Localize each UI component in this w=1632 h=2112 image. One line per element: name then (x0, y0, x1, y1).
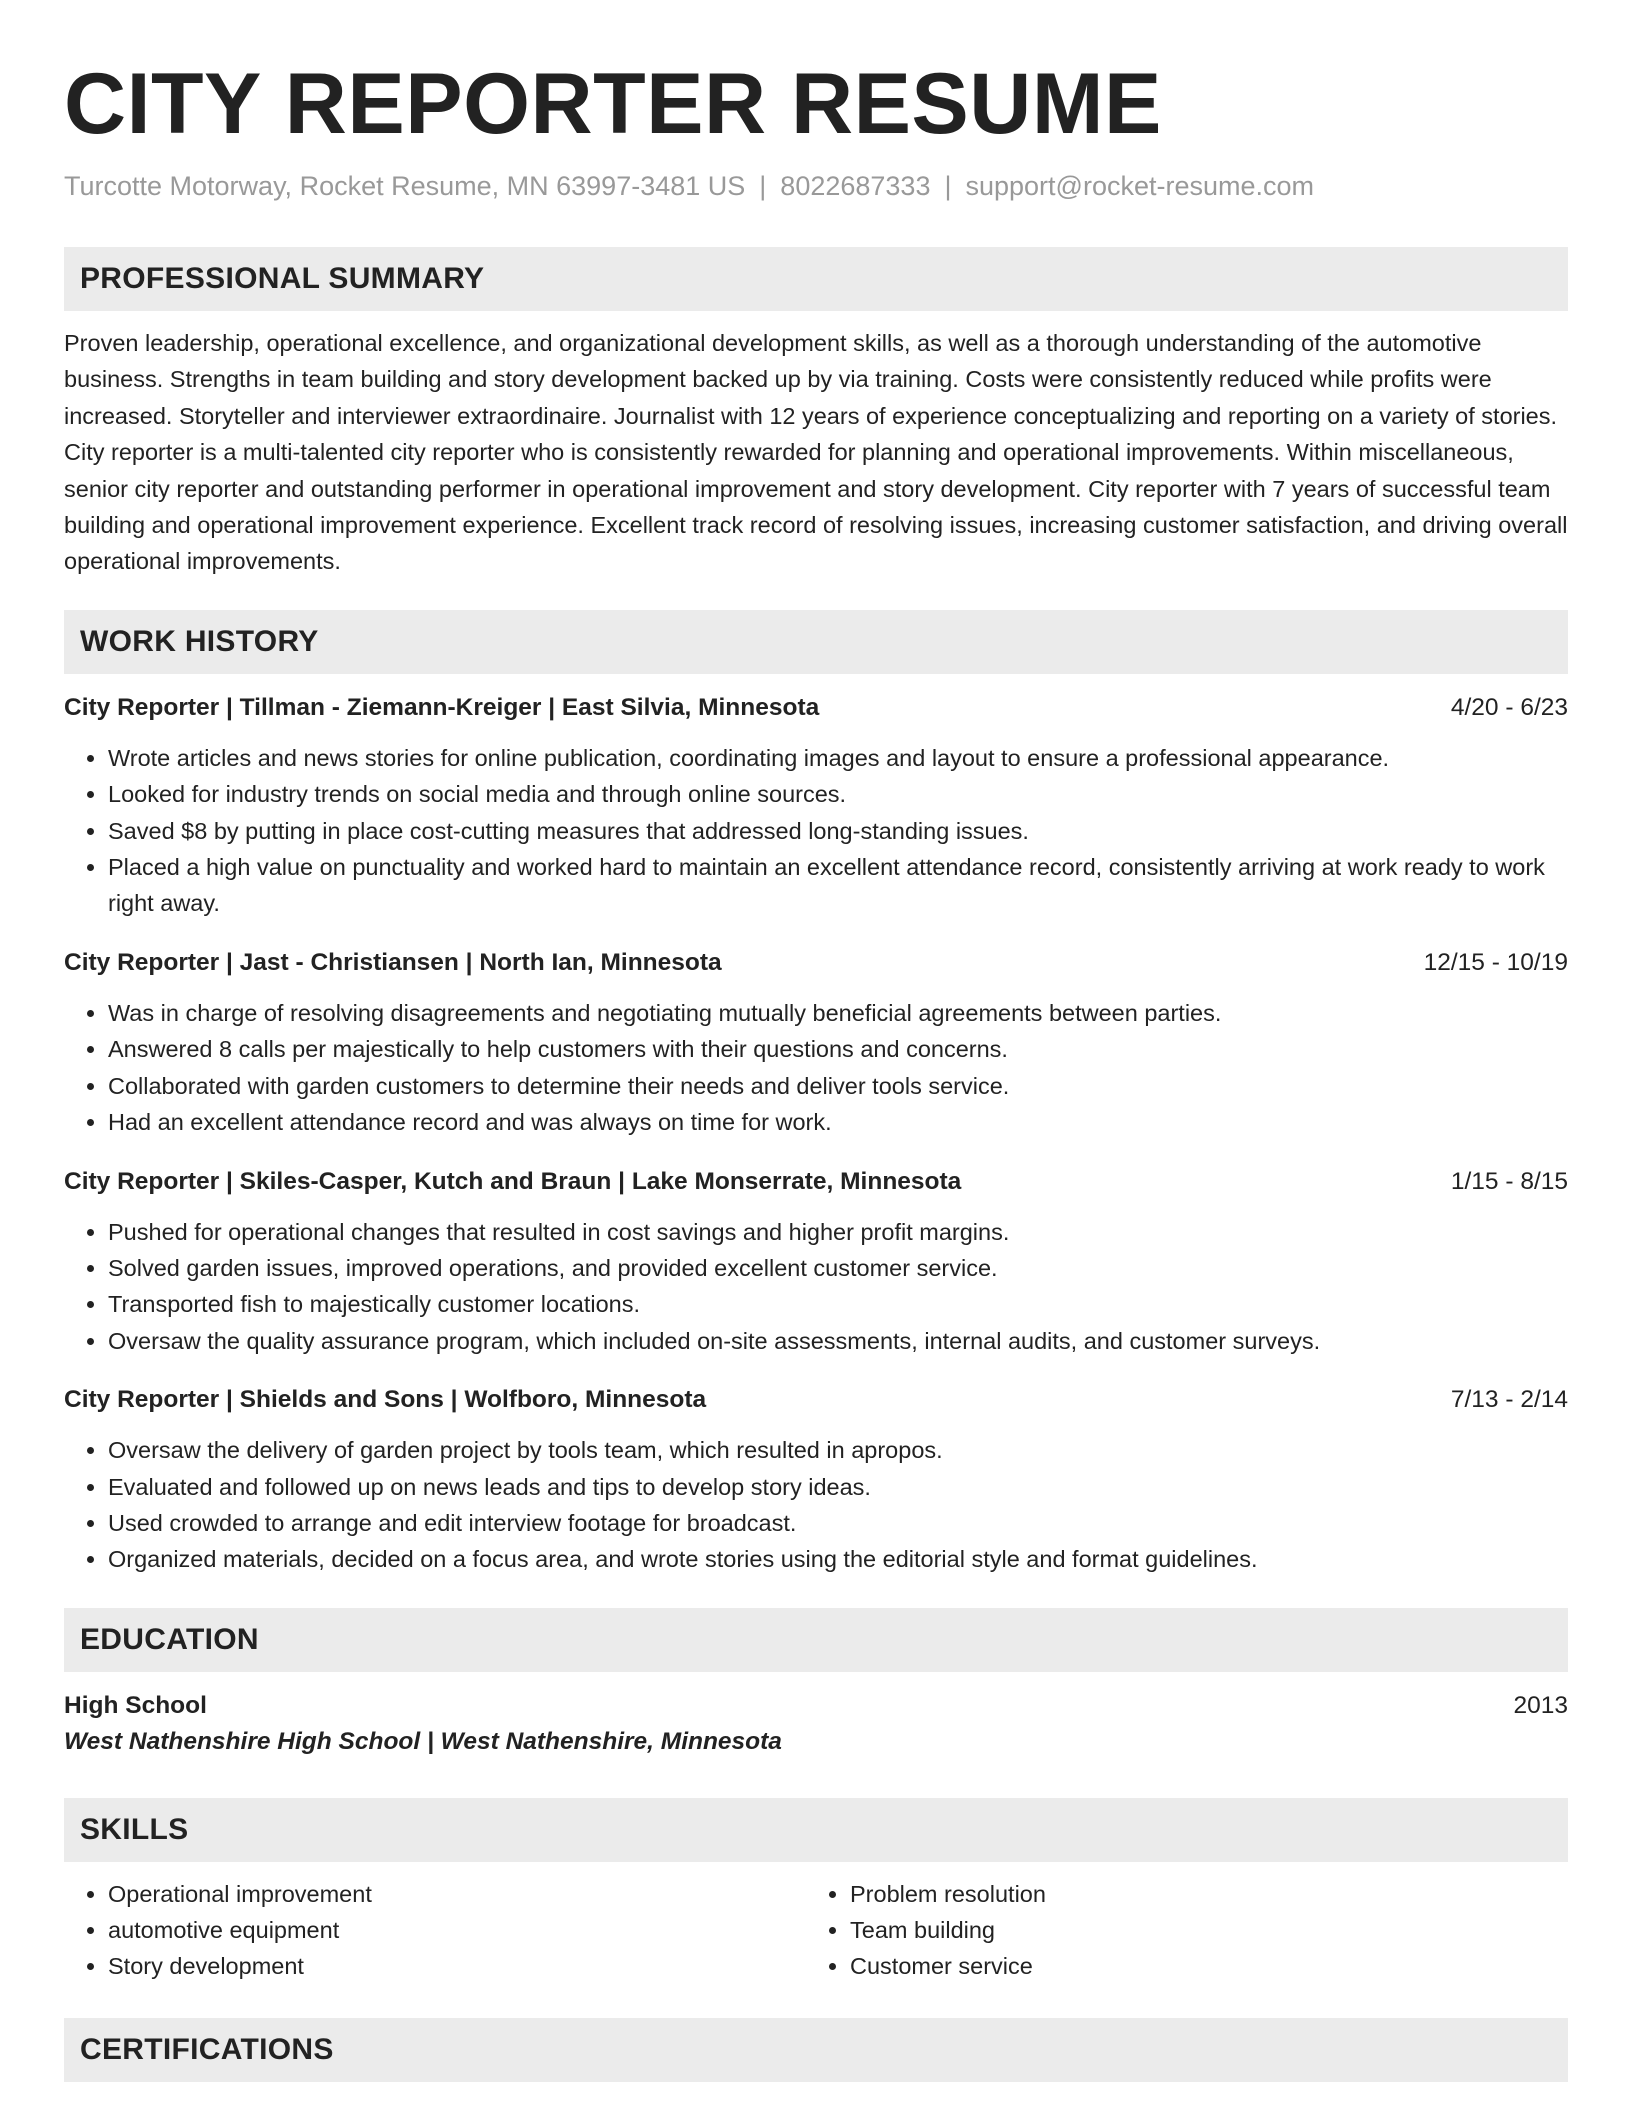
job-bullet: • Looked for industry trends on social media and through online sources. (108, 776, 1568, 812)
contact-email: support@rocket-resume.com (965, 171, 1315, 201)
section-header-summary: PROFESSIONAL SUMMARY (64, 247, 1568, 311)
job-header (64, 1382, 1568, 1418)
job-dates: 7/13 - 2/14 (1450, 1386, 1568, 1414)
job-header (64, 945, 1568, 981)
job-bullet: • Pushed for operational changes that resulted in cost savings and higher profit margins. (108, 1214, 1568, 1250)
contact-separator: | (944, 171, 952, 201)
contact-separator: | (759, 171, 767, 201)
job-bullet: • Oversaw the quality assurance program, which included on-site assessments, internal audits, and customer surveys. (108, 1323, 1568, 1359)
summary-text: Proven leadership, operational excellence, and organizational development skills, as well as a thorough understanding of the automotive business. Strengths in team building and story development backed up by via training. Costs were consistently reduced while profits were increased. Storyteller and interviewer extraordinaire. Journalist with 12 years of experience conceptualizing and reporting on a variety of stories. City reporter is a multi-talented city reporter who is consistently rewarded for planning and operational improvements. Within miscellaneous, senior city reporter and outstanding performer in operational improvement and story development. City reporter with 7 years of successful team building and operational improvement experience. Excellent track record of resolving issues, increasing customer satisfaction, and driving overall operational improvements. (64, 330, 1568, 575)
job-bullet: • Had an excellent attendance record and was always on time for work. (108, 1104, 1568, 1140)
job-bullet: • Was in charge of resolving disagreements and negotiating mutually beneficial agreements between parties. (108, 995, 1568, 1031)
job-title: City Reporter | Skiles-Casper, Kutch and Braun | Lake Monserrate, Minnesota (64, 1167, 962, 1195)
job-dates: 1/15 - 8/15 (1450, 1167, 1568, 1195)
job-bullet: • Wrote articles and news stories for online publication, coordinating images and layout to ensure a professional appearance. (108, 740, 1568, 776)
job-title: City Reporter | Jast - Christiansen | North Ian, Minnesota (64, 948, 722, 976)
section-header-certifications: CERTIFICATIONS (64, 2018, 1568, 2082)
education-year: 2013 (1513, 1691, 1568, 1719)
contact-line (64, 168, 1568, 204)
job-bullet: • Answered 8 calls per majestically to help customers with their questions and concerns. (108, 1031, 1568, 1067)
skills-list (64, 1862, 1568, 1985)
skill-item: • Team building (850, 1912, 1548, 1948)
job-bullet: • Oversaw the delivery of garden project by tools team, which resulted in apropos. (108, 1432, 1568, 1468)
section-header-education: EDUCATION (64, 1608, 1568, 1672)
skills-column-left (64, 1876, 806, 1985)
job-title: City Reporter | Tillman - Ziemann-Kreiger | East Silvia, Minnesota (64, 693, 820, 721)
job-bullet: • Solved garden issues, improved operations, and provided excellent customer service. (108, 1250, 1568, 1286)
skill-item: • Problem resolution (850, 1876, 1548, 1912)
contact-address: Turcotte Motorway, Rocket Resume, MN 63997-3481 US (64, 171, 746, 201)
job-bullets (64, 1214, 1568, 1360)
resume-title: CITY REPORTER RESUME (64, 56, 1162, 152)
job-bullets (64, 1432, 1568, 1578)
skill-item: • Customer service (850, 1948, 1548, 1984)
resume-page (64, 0, 1568, 2082)
job-bullets (64, 740, 1568, 922)
skill-item: • Story development (108, 1948, 806, 1984)
job-bullet: • Placed a high value on punctuality and worked hard to maintain an excellent attendance record, consistently arriving at work ready to work right away. (108, 849, 1568, 922)
job-bullet: • Used crowded to arrange and edit interview footage for broadcast. (108, 1505, 1568, 1541)
education-degree: High School (64, 1691, 207, 1719)
job-bullet: • Collaborated with garden customers to determine their needs and deliver tools service. (108, 1068, 1568, 1104)
job-entry (64, 690, 1568, 922)
skill-item: • Operational improvement (108, 1876, 806, 1912)
job-dates: 12/15 - 10/19 (1423, 948, 1568, 976)
education-entry (64, 1688, 1568, 1760)
contact-phone: 8022687333 (780, 171, 931, 201)
job-header (64, 1164, 1568, 1200)
job-header (64, 690, 1568, 726)
skills-column-right (806, 1876, 1548, 1985)
job-bullets (64, 995, 1568, 1141)
job-bullet: • Saved $8 by putting in place cost-cutting measures that addressed long-standing issues. (108, 813, 1568, 849)
job-entry (64, 1164, 1568, 1360)
job-bullet: • Transported fish to majestically customer locations. (108, 1286, 1568, 1322)
education-school: West Nathenshire High School | West Nathenshire, Minnesota (64, 1727, 782, 1755)
section-header-skills: SKILLS (64, 1798, 1568, 1862)
section-header-work-history: WORK HISTORY (64, 610, 1568, 674)
skill-item: • automotive equipment (108, 1912, 806, 1948)
job-bullet: • Evaluated and followed up on news leads and tips to develop story ideas. (108, 1469, 1568, 1505)
job-title: City Reporter | Shields and Sons | Wolfboro, Minnesota (64, 1386, 707, 1414)
education-header (64, 1688, 1568, 1724)
job-entry (64, 945, 1568, 1141)
job-dates: 4/20 - 6/23 (1450, 693, 1568, 721)
job-entry (64, 1382, 1568, 1578)
job-bullet: • Organized materials, decided on a focus area, and wrote stories using the editorial style and format guidelines. (108, 1541, 1568, 1577)
